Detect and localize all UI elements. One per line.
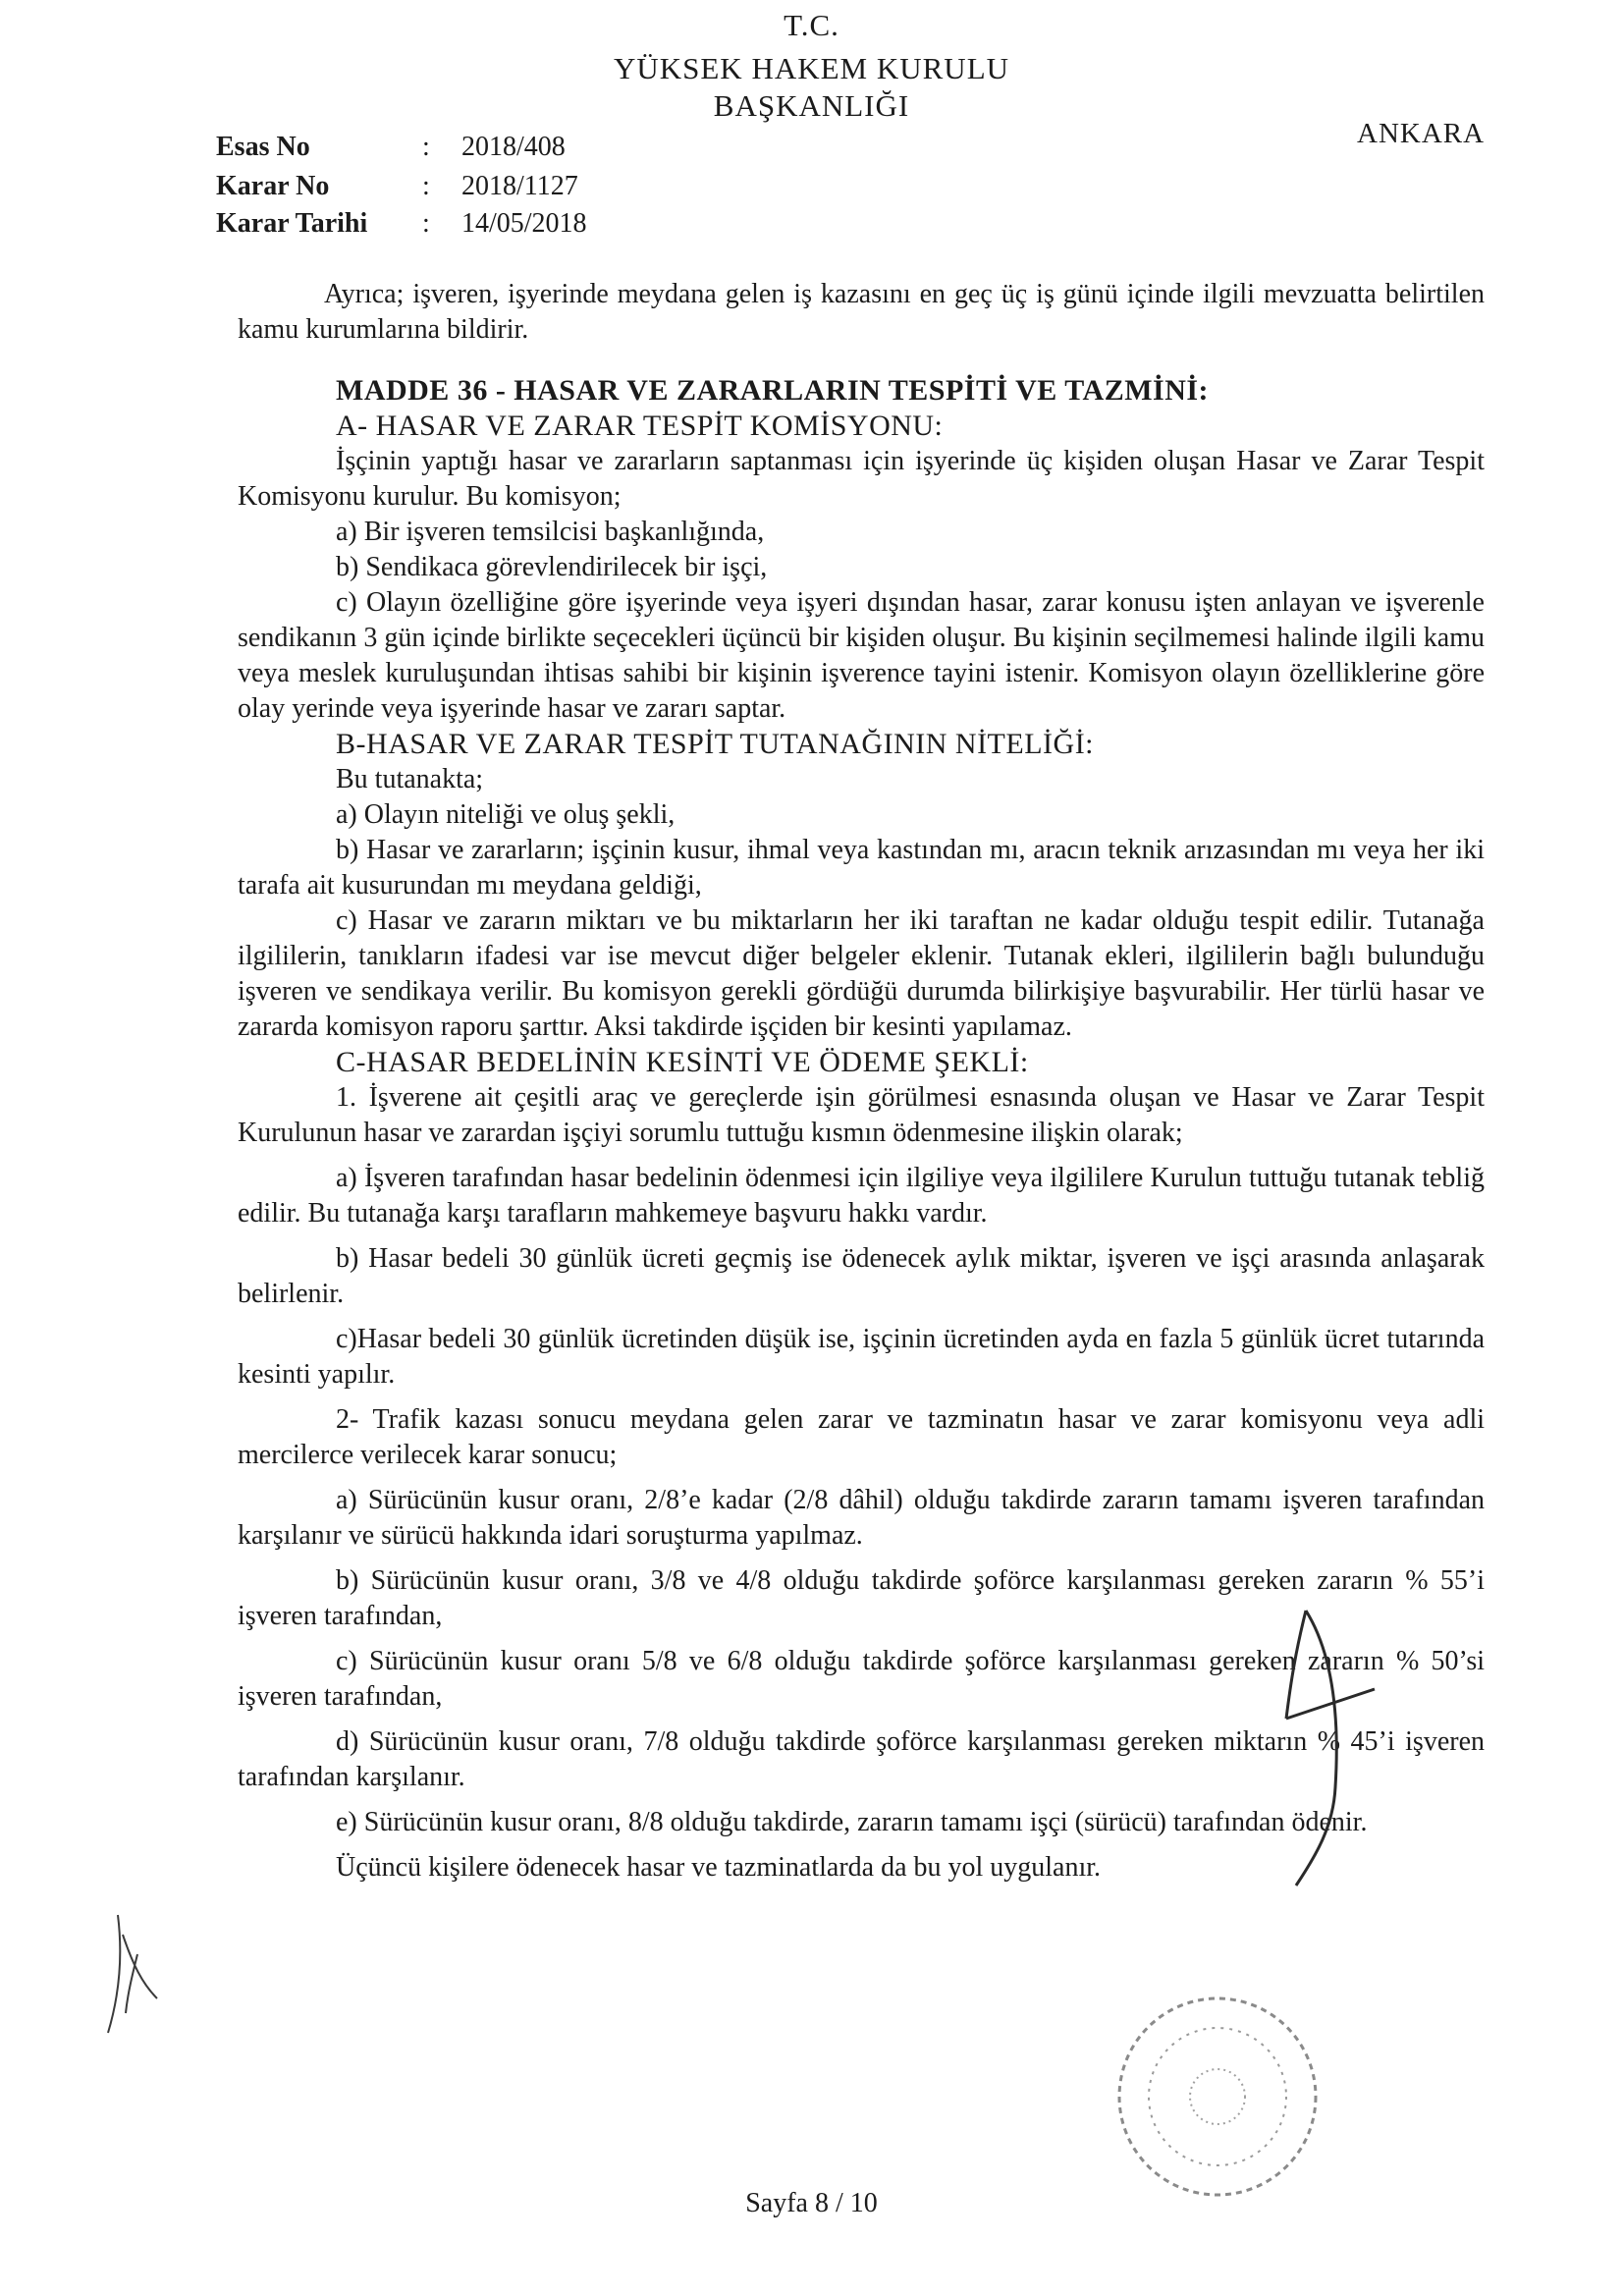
section-a-item-c: c) Olayın özelliğine göre işyerinde veya işyeri dışından hasar, zarar konusu işten anlayan ve işverenle sendikanın 3 gün içinde birlikte seçecekleri üçüncü bir kişiden oluşur. Bu kişinin seçilmemesi halinde ilgili kamu veya meslek kuruluşundan ihtisas sahibi bir kişinin işverence tayini istenir. Komisyon olayın özelliklerine göre olay yerinde veya işyerinde hasar ve zararı saptar. (238, 587, 1485, 724)
paragraph-final: Üçüncü kişilere ödenecek hasar ve tazminatlarda da bu yol uygulanır. (336, 1852, 1102, 1883)
meta-separator: : (422, 208, 430, 239)
meta-esas-row (216, 130, 566, 165)
meta-separator: : (422, 171, 430, 201)
meta-karar-value: 2018/1127 (461, 171, 578, 201)
section-a-title: A- HASAR VE ZARAR TESPİT KOMİSYONU: (336, 410, 944, 442)
section-c-item-1b: b) Hasar bedeli 30 günlük ücreti geçmiş ise ödenecek aylık miktar, işveren ve işçi arasında anlaşarak belirlenir. (238, 1243, 1485, 1309)
section-b-item-a: a) Olayın niteliği ve oluş şekli, (336, 799, 676, 830)
meta-tarih-label: Karar Tarihi (216, 208, 368, 239)
header-institution: YÜKSEK HAKEM KURULU (613, 51, 1010, 85)
header-presidency: BAŞKANLIĞI (713, 88, 910, 123)
section-b-item-b: b) Hasar ve zararların; işçinin kusur, ihmal veya kastından mı, aracın teknik arızasından mı veya her iki tarafa ait kusurundan mı meydana geldiği, (238, 835, 1485, 901)
section-c-item-1a: a) İşveren tarafından hasar bedelinin ödenmesi için ilgiliye veya ilgililere Kurulun tuttuğu tutanak tebliğ edilir. Bu tutanağa karşı tarafların mahkemeye başvuru hakkı vardır. (238, 1163, 1485, 1229)
section-c-item-1: 1. İşverene ait çeşitli araç ve gereçlerde işin görülmesi esnasında oluşan ve Hasar ve Zarar Tespit Kurulunun hasar ve zarardan işçiyi sorumlu tuttuğu kısmın ödenmesine ilişkin olarak; (238, 1082, 1485, 1148)
meta-karar-label: Karar No (216, 171, 330, 201)
signature-right-icon (1237, 1591, 1404, 1905)
section-c-item-2e: e) Sürücünün kusur oranı, 8/8 olduğu takdirde, zararın tamamı işçi (sürücü) tarafından ödenir. (336, 1807, 1368, 1837)
section-c-title: C-HASAR BEDELİNİN KESİNTİ VE ÖDEME ŞEKLİ: (336, 1046, 1029, 1078)
meta-esas-label: Esas No (216, 132, 310, 162)
section-c-item-1c: c)Hasar bedeli 30 günlük ücretinden düşük ise, işçinin ücretinden ayda en fazla 5 günlük ücret tutarında kesinti yapılır. (238, 1324, 1485, 1390)
signature-left-icon (88, 1905, 177, 2043)
section-a-paragraph: İşçinin yaptığı hasar ve zararların saptanması için işyerinde üç kişiden oluşan Hasar ve Zarar Tespit Komisyonu kurulur. Bu komisyon; (238, 446, 1485, 512)
meta-separator: : (422, 132, 430, 162)
page-number: Sayfa 8 / 10 (745, 2188, 878, 2218)
meta-esas-value: 2018/408 (461, 132, 566, 162)
section-b-title: B-HASAR VE ZARAR TESPİT TUTANAĞININ NİTELİĞİ: (336, 728, 1095, 760)
section-a-item-a: a) Bir işveren temsilcisi başkanlığında, (336, 517, 765, 547)
meta-tarih-value: 14/05/2018 (461, 208, 587, 239)
header-tc: T.C. (784, 8, 839, 42)
header-city: ANKARA (1357, 118, 1486, 149)
section-b-item-c: c) Hasar ve zararın miktarı ve bu miktarların her iki taraftan ne kadar olduğu tespit edilir. Tutanağa ilgililerin, tanıkların ifadesi var ise mevcut diğer belgeler eklenir. Tutanak ekleri, ilgililerin bağlı bulunduğu işveren ve sendikaya verilir. Bu komisyon gerekli gördüğü durumda bilirkişiye başvurabilir. Her türlü hasar ve zararda komisyon raporu şarttır. Aksi takdirde işçiden bir kesinti yapılamaz. (238, 905, 1485, 1042)
official-seal-icon (1080, 1984, 1355, 2219)
section-c-item-2: 2- Trafik kazası sonucu meydana gelen zarar ve tazminatın hasar ve zarar komisyonu veya adli mercilerce verilecek karar sonucu; (238, 1404, 1485, 1470)
section-c-item-2c: c) Sürücünün kusur oranı 5/8 ve 6/8 olduğu takdirde şoförce karşılanması gereken zararın % 50’si işveren tarafından, (238, 1646, 1485, 1712)
section-c-item-2d: d) Sürücünün kusur oranı, 7/8 olduğu takdirde şoförce karşılanması gereken miktarın % 45’i işveren tarafından karşılanır. (238, 1726, 1485, 1792)
meta-karar-row (216, 169, 578, 204)
meta-tarih-row (216, 206, 587, 242)
article-title: MADDE 36 - HASAR VE ZARARLARIN TESPİTİ VE TAZMİNİ: (336, 374, 1210, 407)
section-c-item-2a: a) Sürücünün kusur oranı, 2/8’e kadar (2/8 dâhil) olduğu takdirde zararın tamamı işveren tarafından karşılanır ve sürücü hakkında idari soruşturma yapılmaz. (238, 1485, 1485, 1551)
section-a-item-b: b) Sendikaca görevlendirilecek bir işçi, (336, 552, 768, 582)
section-c-item-2b: b) Sürücünün kusur oranı, 3/8 ve 4/8 olduğu takdirde şoförce karşılanması gereken zararın % 55’i işveren tarafından, (238, 1565, 1485, 1631)
paragraph-intro: Ayrıca; işveren, işyerinde meydana gelen iş kazasını en geç üç iş günü içinde ilgili mevzuatta belirtilen kamu kurumlarına bildirir. (238, 279, 1485, 345)
section-b-intro: Bu tutanakta; (336, 764, 484, 794)
